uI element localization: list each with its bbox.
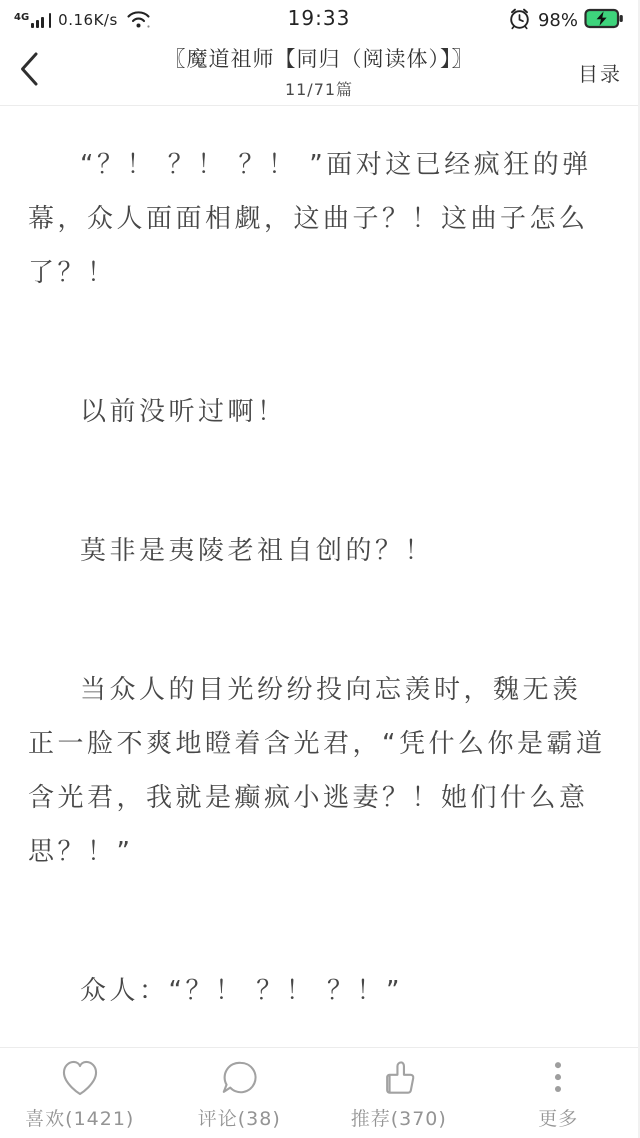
paragraph: 莫非是夷陵老祖自创的？！ [80,536,435,566]
more-label: 更多 [538,1108,579,1130]
toc-button[interactable]: 目录 [578,62,622,86]
like-button[interactable] [0,1048,160,1138]
network-type-label: 4G [14,11,30,23]
status-right-group [507,6,624,35]
alarm-clock-icon [507,6,532,35]
chapter-content[interactable] [0,106,638,1018]
book-title: 〖魔道祖师【同归（阅读体）】〗 [164,47,474,71]
comment-bubble-icon [216,1055,262,1101]
more-button[interactable] [479,1048,639,1138]
paragraph: 众人：“？！ ？！ ？！” [80,976,403,1006]
chapter-progress: 11/71篇 [284,80,354,99]
battery-icon [584,8,624,33]
paragraph: 以前没听过啊！ [80,397,287,427]
recommend-button[interactable] [319,1048,479,1138]
like-count-label: 喜欢(1421) [25,1108,135,1130]
heart-icon [57,1055,103,1101]
bottom-action-bar [0,1047,638,1138]
status-bar [0,0,638,36]
reader-header [0,36,638,106]
battery-percent-label: 98% [537,9,578,31]
clock-label: 19:33 [287,6,351,30]
network-speed-label: 0.16K/s [58,11,118,29]
paragraph: “？！ ？！ ？！ ”面对这已经疯狂的弹幕，众人面面相觑，这曲子？！这曲子怎么了？！ [28,150,592,288]
vertical-ellipsis-icon [535,1055,581,1101]
paragraph: 当众人的目光纷纷投向忘羡时，魏无羡正一脸不爽地瞪着含光君，“凭什么你是霸道含光君，我就是癫疯小逃妻？！她们什么意思？！” [28,675,606,867]
back-button[interactable] [18,52,48,90]
thumbs-up-icon [376,1055,422,1101]
chevron-left-icon [18,51,40,91]
comment-count-label: 评论(38) [197,1108,281,1130]
title-block [165,41,474,100]
comment-button[interactable] [160,1048,320,1138]
status-left-group [14,6,152,34]
wifi-icon [125,6,152,34]
recommend-count-label: 推荐(370) [350,1108,447,1130]
cellular-signal-icon [14,13,51,28]
